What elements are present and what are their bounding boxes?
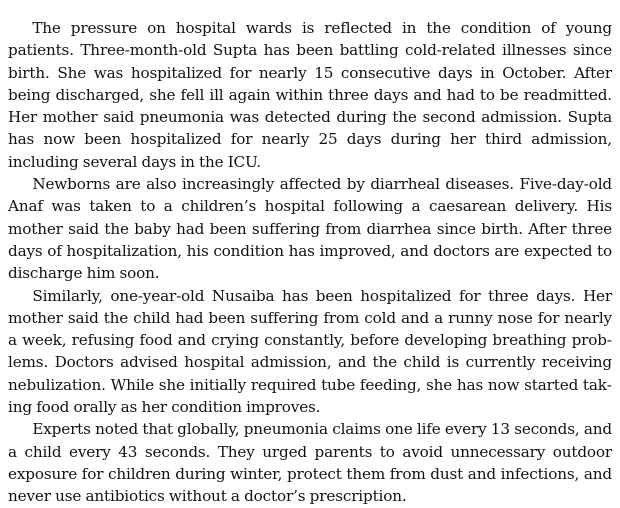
- paragraph-nusaiba: Similarly, one-year-old Nusaiba has been hospitalized for three days. Her mother said the child had been suffering from cold and a runny nose for nearly a week, refusing food and crying constantly, before developing breathing problems. Doctors advised hospital admission, and the child is currently receiving nebulization. While she initially required tube feeding, she has now started taking food orally as her condition improves.: [8, 286, 612, 417]
- paragraph-experts: Experts noted that globally, pneumonia claims one life every 13 seconds, and a child every 43 seconds. They urged parents to avoid unnecessary outdoor exposure for children during winter, protect them from dust and infections, and never use antibiotics without a doctor’s prescription.: [8, 420, 612, 506]
- paragraph-anaf: Newborns are also increasingly affected by diarrheal diseases. Five-day-old Anaf was taken to a children’s hospital following a caesarean delivery. His mother said the baby had been suffering from diarrhea since birth. After three days of hospitalization, his condition has improved, and doctors are expected to discharge him soon.: [8, 175, 612, 283]
- paragraph-supta: The pressure on hospital wards is reflected in the condition of young patients. Three-month-old Supta has been battling cold-related illnesses since birth. She was hospitalized for nearly 15 consecutive days in October. After being discharged, she fell ill again within three days and had to be readmitted. Her mother said pneumonia was detected during the second admission. Supta has now been hospitalized for nearly 25 days during her third admission, including several days in the ICU.: [8, 19, 612, 171]
